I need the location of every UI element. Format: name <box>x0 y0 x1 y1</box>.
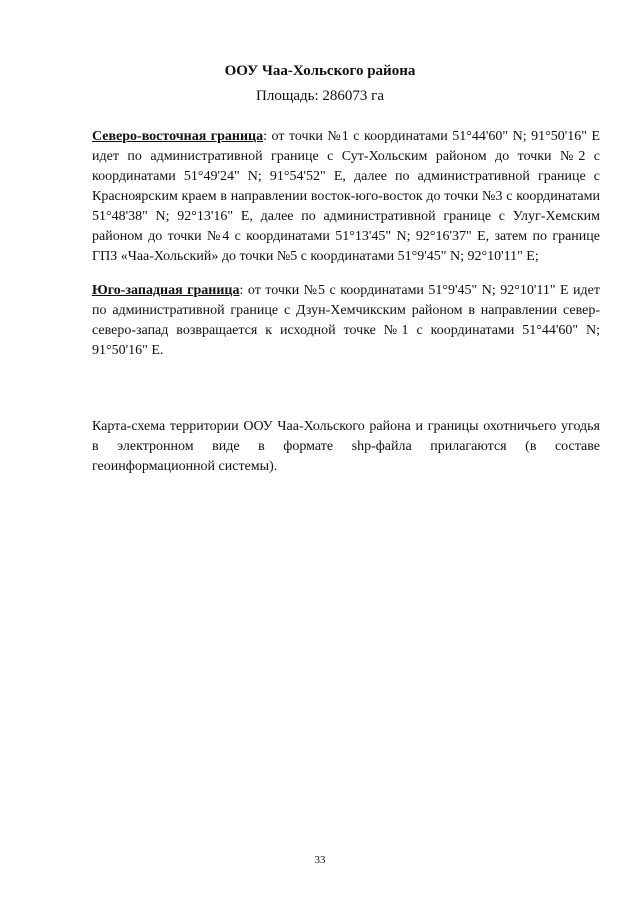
northeast-boundary-text: : от точки №1 с координатами 51°44'60" N; 91°50'16" E идет по административной границе с Сут-Хольским районом до точки №2 с координатами 51°49'24" N; 91°54'52" E, далее по административной границе с Красноярским краем в направлении восток-юго-восток до точки №3 с координатами 51°48'38" N; 92°13'16" E, далее по административной границе с Улуг-Хемским районом до точки №4 с координатами 51°13'45" N; 92°16'37" E, затем по границе ГПЗ «Чаа-Хольский» до точки №5 с координатами 51°9'45" N; 92°10'11" E; <box>92 129 600 264</box>
northeast-boundary-paragraph <box>92 127 600 267</box>
southwest-boundary-paragraph <box>92 281 600 361</box>
southwest-boundary-term: Юго-западная граница <box>92 283 240 298</box>
document-title: ООУ Чаа-Хольского района <box>224 63 416 79</box>
northeast-boundary-term: Северо-восточная граница <box>92 129 264 144</box>
southwest-boundary-text: : от точки №5 с координатами 51°9'45" N; 92°10'11" E идет по административной границе с Дзун-Хемчикским районом в направлении север-северо-запад возвращается к исходной точке №1 с координатами 51°44'60" N; 91°50'16" E. <box>92 283 600 358</box>
area-line: Площадь: 286073 га <box>256 88 384 104</box>
page-number: 33 <box>314 854 326 866</box>
map-note-paragraph: Карта-схема территории ООУ Чаа-Хольского района и границы охотничьего угодья в электронном виде в формате shp-файла прилагаются (в составе геоинформационной системы). <box>92 419 600 474</box>
